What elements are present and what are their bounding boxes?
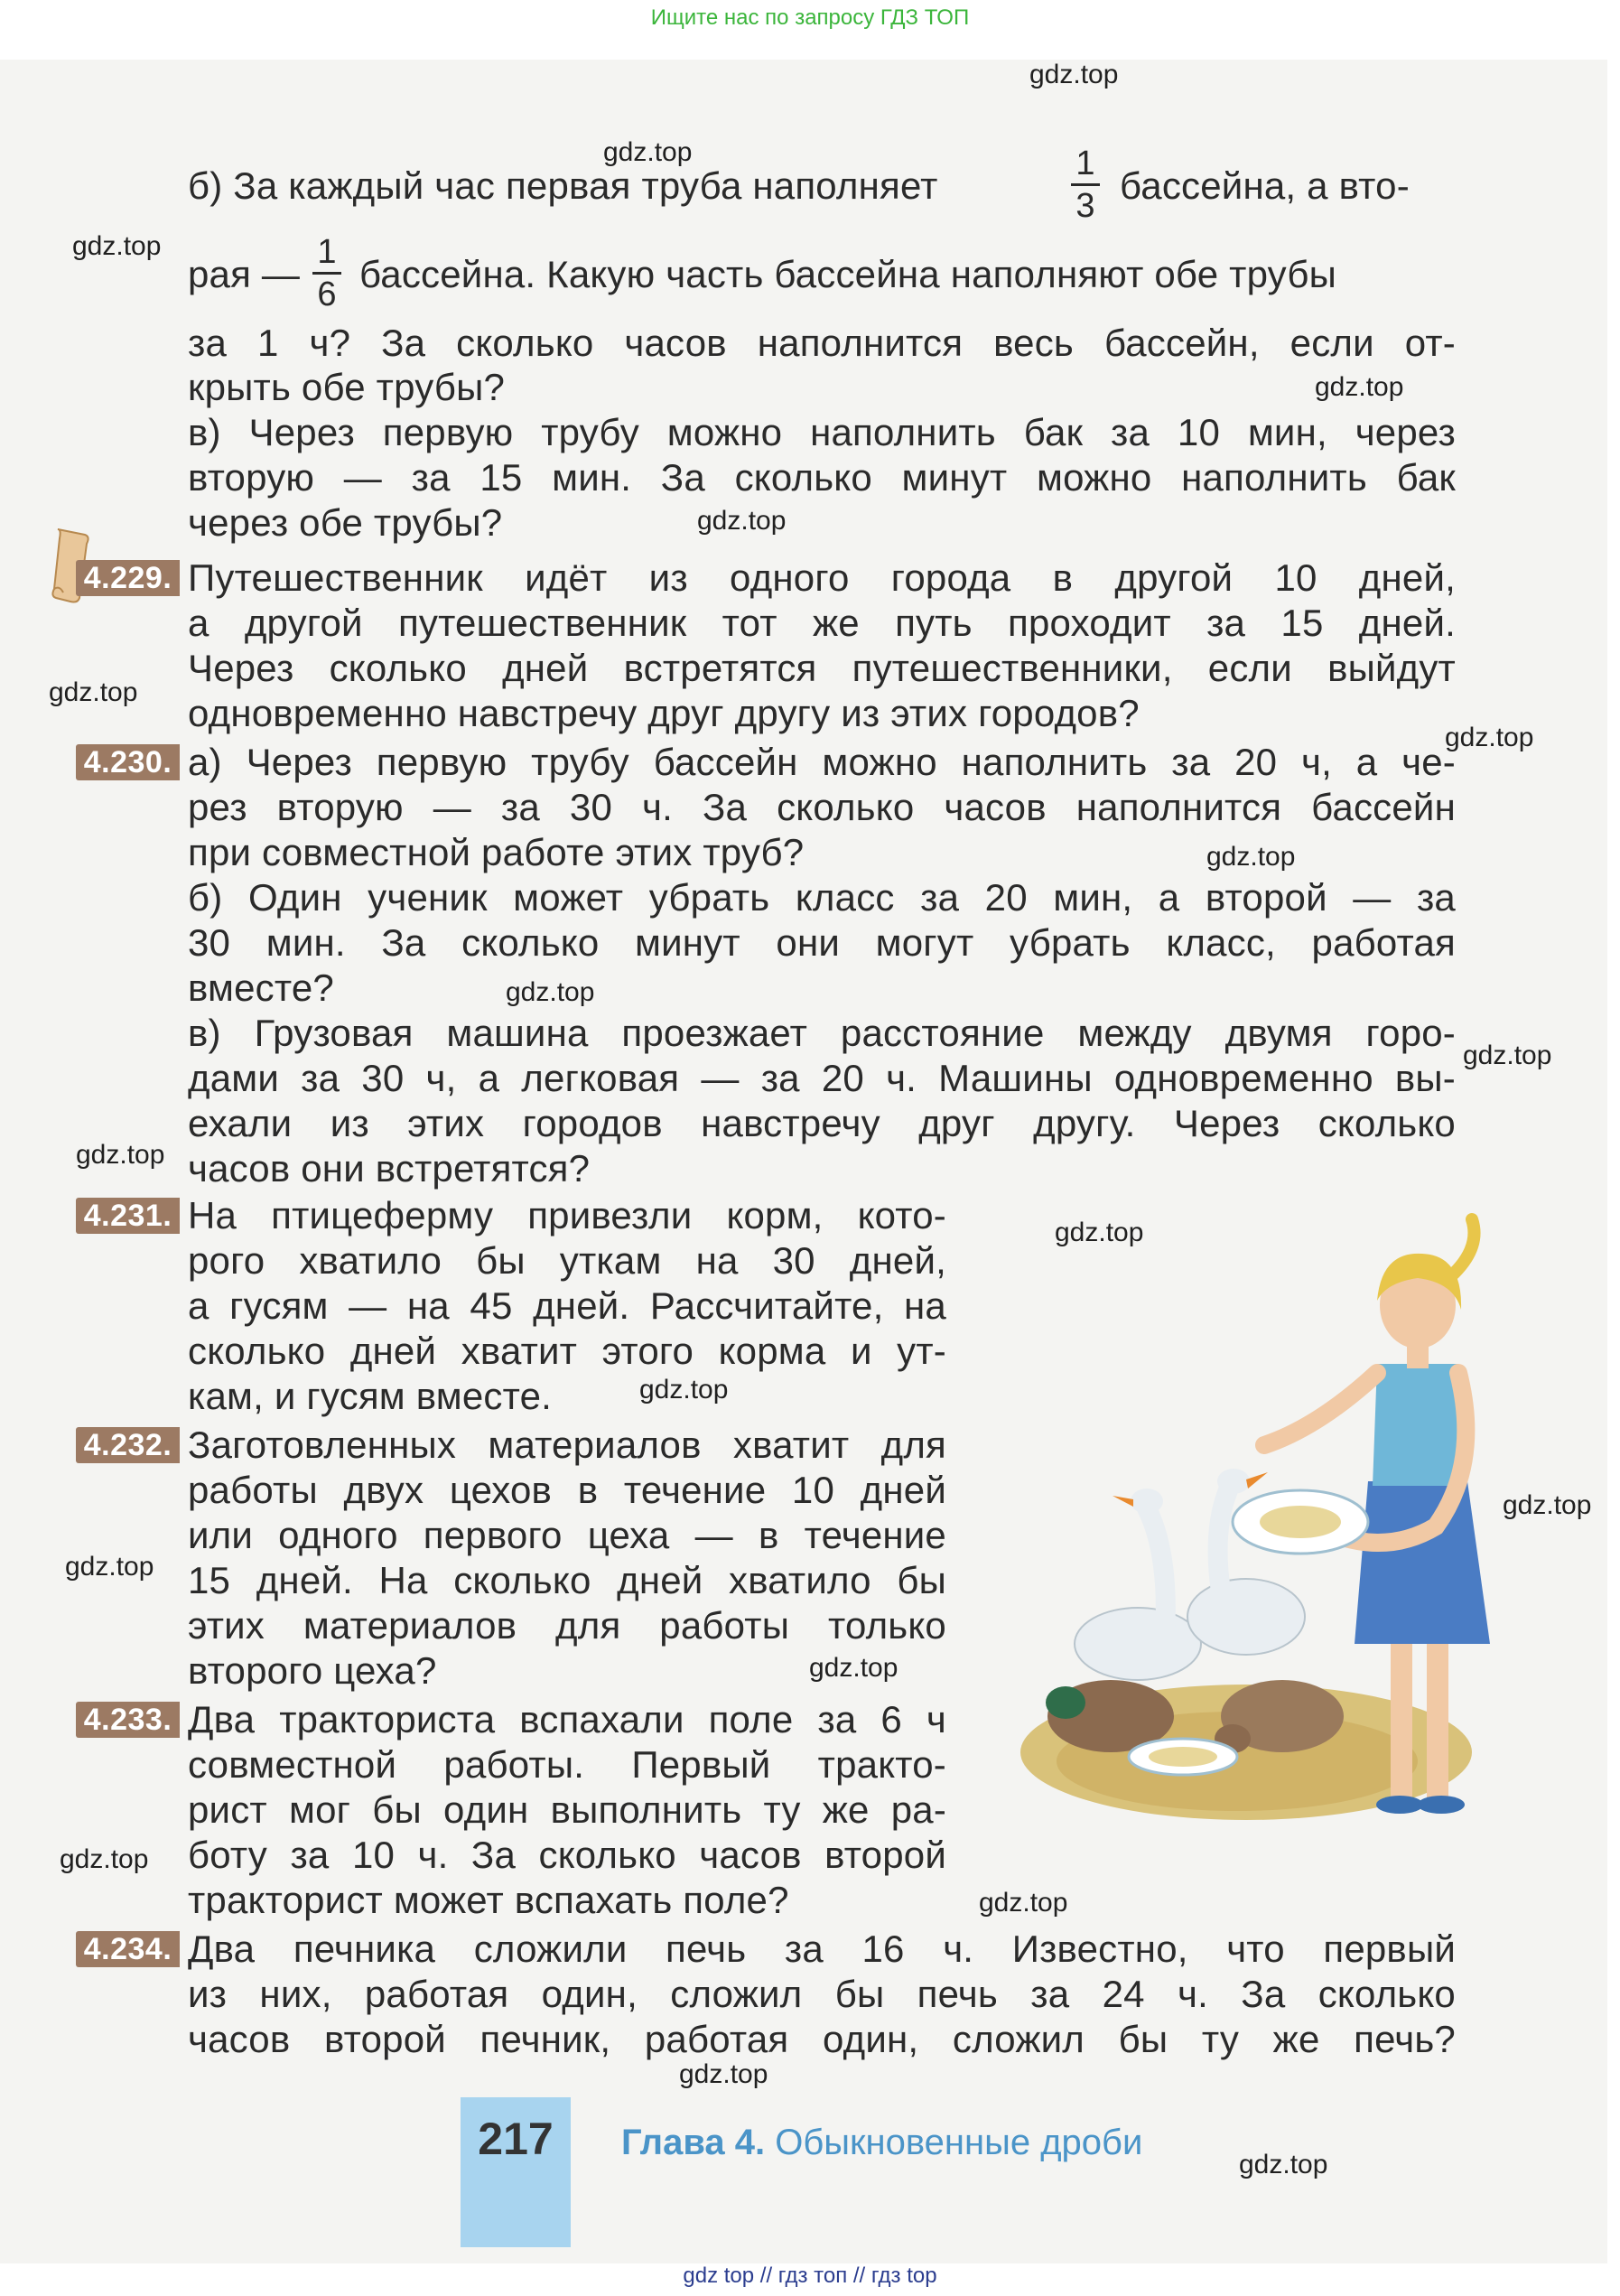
text-line: Через сколько дней встретятся путешественники, если выйдут bbox=[188, 647, 1456, 689]
text-line: работы двух цехов в течение 10 дней bbox=[188, 1469, 946, 1511]
fraction-denominator: 3 bbox=[1075, 187, 1095, 225]
text-line: второго цеха? bbox=[188, 1649, 437, 1692]
text-line: Заготовленных материалов хватит для bbox=[188, 1423, 946, 1466]
text-line: ехали из этих городов навстречу друг другу. Через сколько bbox=[188, 1102, 1456, 1144]
watermark: gdz.top bbox=[1029, 60, 1119, 89]
watermark: gdz.top bbox=[506, 977, 595, 1007]
watermark: gdz.top bbox=[809, 1653, 898, 1683]
text-line: б) Один ученик может убрать класс за 20 мин, а второй — за bbox=[188, 876, 1456, 919]
watermark: gdz.top bbox=[1206, 842, 1296, 872]
promo-banner[interactable]: Ищите нас по запросу ГДЗ ТОП bbox=[650, 5, 970, 30]
fraction-bar bbox=[1071, 183, 1100, 186]
text-line: а другой путешественник тот же путь проходит за 15 дней. bbox=[188, 602, 1456, 644]
watermark: gdz.top bbox=[1463, 1041, 1552, 1070]
watermark: gdz.top bbox=[72, 231, 162, 261]
problem-number-badge: 4.234. bbox=[76, 1931, 180, 1967]
watermark: gdz.top bbox=[49, 677, 138, 707]
watermark: gdz.top bbox=[1503, 1490, 1592, 1520]
watermark: gdz.top bbox=[65, 1552, 154, 1582]
text-line: Путешественник идёт из одного города в другой 10 дней, bbox=[188, 556, 1456, 599]
problem-number-badge: 4.231. bbox=[76, 1198, 180, 1234]
watermark: gdz.top bbox=[1239, 2150, 1328, 2179]
text-line: 15 дней. На сколько дней хватило бы bbox=[188, 1559, 946, 1601]
problem-number-badge: 4.233. bbox=[76, 1702, 180, 1738]
text-line: этих материалов для работы только bbox=[188, 1604, 946, 1647]
problem-number-badge: 4.232. bbox=[76, 1427, 180, 1463]
text-line: из них, работая один, сложил бы печь за 24 ч. За сколько bbox=[188, 1973, 1456, 2015]
text-line: бассейна. Какую часть бассейна наполняют обе трубы bbox=[359, 253, 1336, 295]
text-line: Два тракториста вспахали поле за 6 ч bbox=[188, 1698, 946, 1741]
watermark: gdz.top bbox=[697, 506, 787, 536]
text-line: часов второй печник, работая один, сложил бы ту же печь? bbox=[188, 2018, 1456, 2060]
text-line: совместной работы. Первый тракто- bbox=[188, 1743, 946, 1786]
watermark: gdz.top bbox=[76, 1140, 165, 1170]
text-line: вторую — за 15 мин. За сколько минут можно наполнить бак bbox=[188, 456, 1456, 499]
fraction-one-third bbox=[1067, 145, 1103, 225]
fraction-one-sixth bbox=[309, 233, 345, 313]
chapter-label: Глава 4. bbox=[621, 2123, 766, 2162]
text-line: бассейна, а вто- bbox=[1120, 164, 1410, 207]
text-line: за 1 ч? За сколько часов наполнится весь бассейн, если от- bbox=[188, 322, 1456, 364]
problem-number-badge: 4.229. bbox=[76, 560, 180, 596]
watermark: gdz.top bbox=[679, 2059, 768, 2089]
text-line: одновременно навстречу друг другу из этих городов? bbox=[188, 692, 1140, 734]
fraction-numerator: 1 bbox=[1075, 145, 1095, 182]
watermark: gdz.top bbox=[1315, 372, 1404, 402]
text-line: рист мог бы один выполнить ту же ра- bbox=[188, 1788, 946, 1831]
text-line: рая — bbox=[188, 253, 301, 295]
fraction-denominator: 6 bbox=[317, 275, 337, 313]
text-line: рого хватило бы уткам на 30 дней, bbox=[188, 1239, 946, 1282]
girl-feeding-geese-illustration bbox=[1011, 1210, 1517, 1843]
text-line: боту за 10 ч. За сколько часов второй bbox=[188, 1834, 946, 1876]
text-line: при совместной работе этих труб? bbox=[188, 831, 805, 873]
text-line: сколько дней хватит этого корма и ут- bbox=[188, 1330, 946, 1372]
watermark: gdz.top bbox=[639, 1375, 729, 1405]
watermark: gdz.top bbox=[1445, 723, 1534, 752]
text-line: дами за 30 ч, а легковая — за 20 ч. Машины одновременно вы- bbox=[188, 1057, 1456, 1099]
watermark: gdz.top bbox=[60, 1844, 149, 1874]
text-line: часов они встретятся? bbox=[188, 1147, 591, 1190]
chapter-title bbox=[621, 2123, 1142, 2163]
text-line: На птицеферму привезли корм, кото- bbox=[188, 1194, 946, 1237]
text-line: а) Через первую трубу бассейн можно наполнить за 20 ч, а че- bbox=[188, 741, 1456, 783]
watermark: gdz.top bbox=[603, 137, 693, 167]
footer-links[interactable]: gdz top // гдз топ // гдз top bbox=[683, 2263, 937, 2288]
text-line: 30 мин. За сколько минут они могут убрать класс, работая bbox=[188, 921, 1456, 964]
text-line: в) Через первую трубу можно наполнить бак за 10 мин, через bbox=[188, 411, 1456, 453]
text-line: кам, и гусям вместе. bbox=[188, 1375, 552, 1417]
fraction-bar bbox=[312, 272, 341, 275]
text-line: б) За каждый час первая труба наполняет bbox=[188, 164, 938, 207]
watermark: gdz.top bbox=[1055, 1218, 1144, 1247]
problem-number-badge: 4.230. bbox=[76, 744, 180, 780]
text-line: через обе трубы? bbox=[188, 501, 503, 544]
text-line: вместе? bbox=[188, 966, 334, 1009]
text-line: а гусям — на 45 дней. Рассчитайте, на bbox=[188, 1284, 946, 1327]
text-line: тракторист может вспахать поле? bbox=[188, 1879, 789, 1921]
text-line: Два печника сложили печь за 16 ч. Известно, что первый bbox=[188, 1927, 1456, 1970]
text-line: рез вторую — за 30 ч. За сколько часов наполнится бассейн bbox=[188, 786, 1456, 828]
watermark: gdz.top bbox=[979, 1888, 1068, 1918]
text-line: крыть обе трубы? bbox=[188, 366, 506, 408]
chapter-name: Обыкновенные дроби bbox=[775, 2123, 1143, 2162]
fraction-numerator: 1 bbox=[317, 233, 337, 271]
text-line: в) Грузовая машина проезжает расстояние между двумя горо- bbox=[188, 1012, 1456, 1054]
page-number: 217 bbox=[478, 2114, 554, 2164]
text-line: или одного первого цеха — в течение bbox=[188, 1514, 946, 1556]
